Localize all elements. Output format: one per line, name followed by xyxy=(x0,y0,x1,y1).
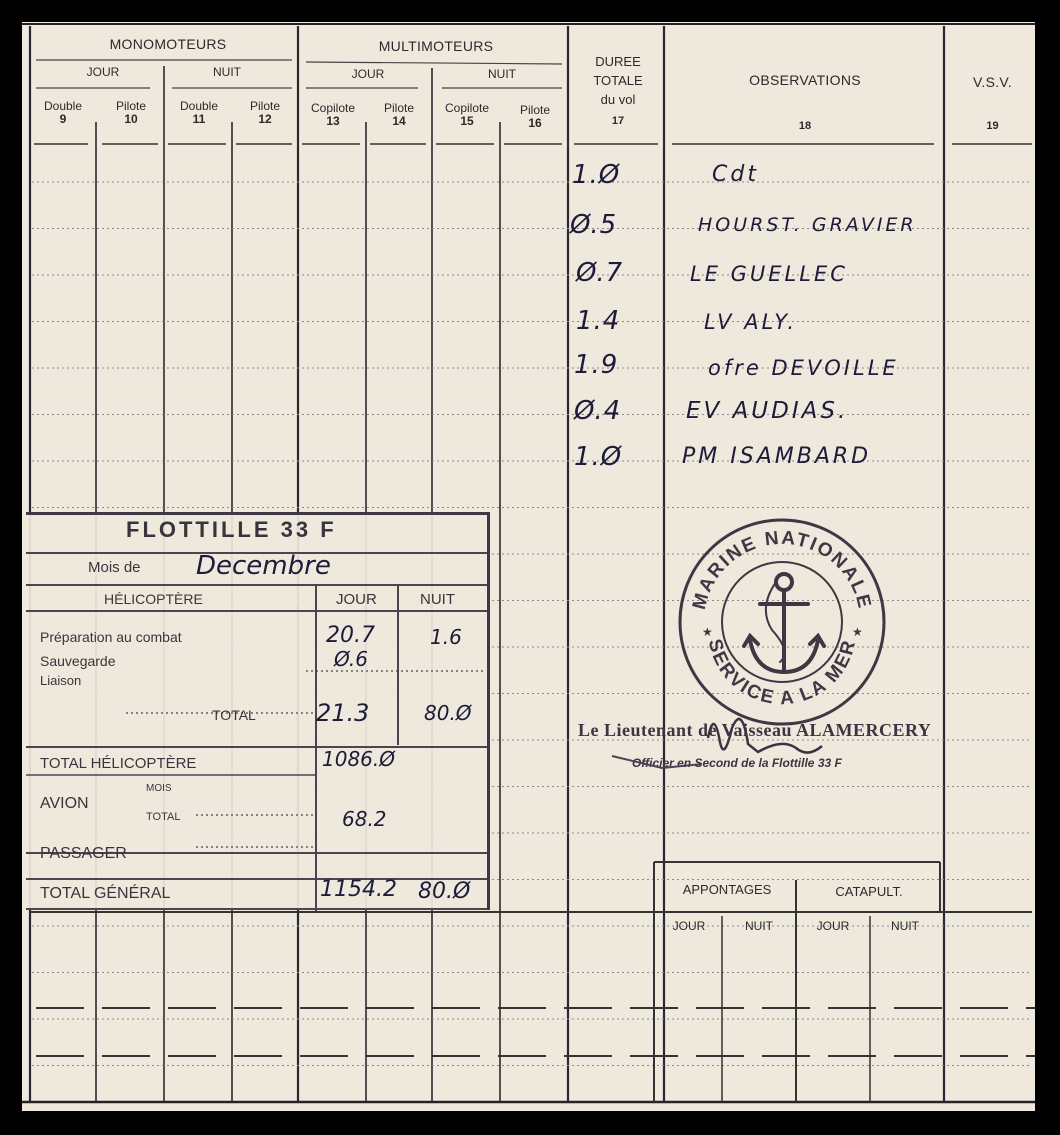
multi-nuit-header: NUIT xyxy=(488,67,516,81)
logbook-page xyxy=(22,22,1035,1111)
svg-text:★: ★ xyxy=(702,625,713,639)
total-general-nuit: 80.Ø xyxy=(418,879,471,904)
mois-value: Decembre xyxy=(196,551,331,581)
avion-total-value: 68.2 xyxy=(342,807,387,831)
total-helicoptere-jour: 1086.Ø xyxy=(322,747,395,771)
col-pilote-12: Pilote 12 xyxy=(249,99,281,126)
svg-text:MARINE NATIONALE xyxy=(689,528,875,612)
col-double-11: Double 11 xyxy=(179,99,219,126)
col-pilote-16: Pilote 16 xyxy=(519,103,551,130)
vsv-header: V.S.V. xyxy=(973,74,1012,90)
total-helicoptere-label: TOTAL HÉLICOPTÈRE xyxy=(40,755,197,772)
entry-obs-5: ofre DEVOILLE xyxy=(708,356,899,380)
mono-jour-header: JOUR xyxy=(86,65,120,79)
anchor-icon xyxy=(744,574,824,672)
multi-subheader-rule xyxy=(306,62,562,64)
catapult-jour: JOUR xyxy=(816,919,850,933)
entry-obs-2: HOURST. GRAVIER xyxy=(698,214,917,236)
box-jour-header: JOUR xyxy=(336,591,377,608)
sauvegarde-label: Sauvegarde xyxy=(40,653,116,669)
avion-mois-label: MOIS xyxy=(146,783,172,794)
total-general-jour: 1154.2 xyxy=(320,877,397,902)
mono-nuit-header: NUIT xyxy=(213,65,241,79)
mois-label: Mois de xyxy=(88,559,141,576)
total-general-label: TOTAL GÉNÉRAL xyxy=(40,885,171,902)
helicoptere-label: HÉLICOPTÈRE xyxy=(104,591,203,607)
col-pilote-10: Pilote 10 xyxy=(115,99,147,126)
col-copilote-15: Copilote 15 xyxy=(444,101,490,128)
handwritten-signature xyxy=(582,698,882,778)
avion-total-label: TOTAL xyxy=(146,811,181,823)
catapult-nuit: NUIT xyxy=(891,919,919,933)
appontages-nuit: NUIT xyxy=(745,919,773,933)
total-nuit: 80.Ø xyxy=(424,701,472,725)
observations-number: 18 xyxy=(798,120,812,132)
preparation-label: Préparation au combat xyxy=(40,629,182,645)
col-double-9: Double 9 xyxy=(43,99,83,126)
entry-duree-5: 1.9 xyxy=(574,350,619,380)
observations-header: OBSERVATIONS xyxy=(749,72,861,88)
entry-duree-3: Ø.7 xyxy=(576,258,624,288)
entry-obs-4: LV ALY. xyxy=(704,310,798,334)
entry-duree-7: 1.Ø xyxy=(574,442,623,472)
multimoteurs-header: MULTIMOTEURS xyxy=(378,38,494,54)
entry-duree-6: Ø.4 xyxy=(574,396,622,426)
flottille-summary-box xyxy=(26,512,490,910)
entry-obs-3: LE GUELLEC xyxy=(690,262,848,286)
appontages-jour: JOUR xyxy=(672,919,706,933)
preparation-jour: 20.7 xyxy=(326,623,375,648)
multi-jour-header: JOUR xyxy=(351,67,385,81)
vsv-number: 19 xyxy=(986,120,999,132)
total-jour: 21.3 xyxy=(316,699,370,727)
entry-duree-2: Ø.5 xyxy=(570,210,618,240)
flottille-title: FLOTTILLE 33 F xyxy=(126,517,337,542)
entry-obs-1: Cdt xyxy=(712,162,759,187)
entry-duree-1: 1.Ø xyxy=(572,160,621,190)
preparation-nuit: 1.6 xyxy=(430,625,462,649)
catapult-header: CATAPULT. xyxy=(835,884,903,899)
liaison-label: Liaison xyxy=(40,673,82,688)
col-pilote-14: Pilote 14 xyxy=(383,101,415,128)
avion-label: AVION xyxy=(40,795,89,812)
signature-line-1: Le Lieutenant de Vaisseau ALAMERCERY xyxy=(578,720,932,740)
duree-header: DUREE TOTALE du vol 17 xyxy=(593,54,643,127)
total-label: TOTAL xyxy=(212,707,256,723)
entry-obs-7: PM ISAMBARD xyxy=(682,444,872,469)
monomoteurs-header: MONOMOTEURS xyxy=(109,36,227,52)
stamp-top-text: MARINE NATIONALE xyxy=(688,527,876,612)
stamp-bottom-text: SERVICE A LA MER xyxy=(703,636,861,710)
passager-label: PASSAGER xyxy=(40,845,127,862)
appontages-header: APPONTAGES xyxy=(682,882,772,897)
entry-duree-4: 1.4 xyxy=(576,306,621,336)
sauvegarde-jour: Ø.6 xyxy=(334,647,369,671)
svg-text:★: ★ xyxy=(852,625,863,639)
entry-obs-6: EV AUDIAS. xyxy=(686,398,849,424)
box-nuit-header: NUIT xyxy=(420,591,455,608)
col-copilote-13: Copilote 13 xyxy=(310,101,356,128)
signature-line-2: Officier en Second de la Flottille 33 F xyxy=(632,756,842,770)
